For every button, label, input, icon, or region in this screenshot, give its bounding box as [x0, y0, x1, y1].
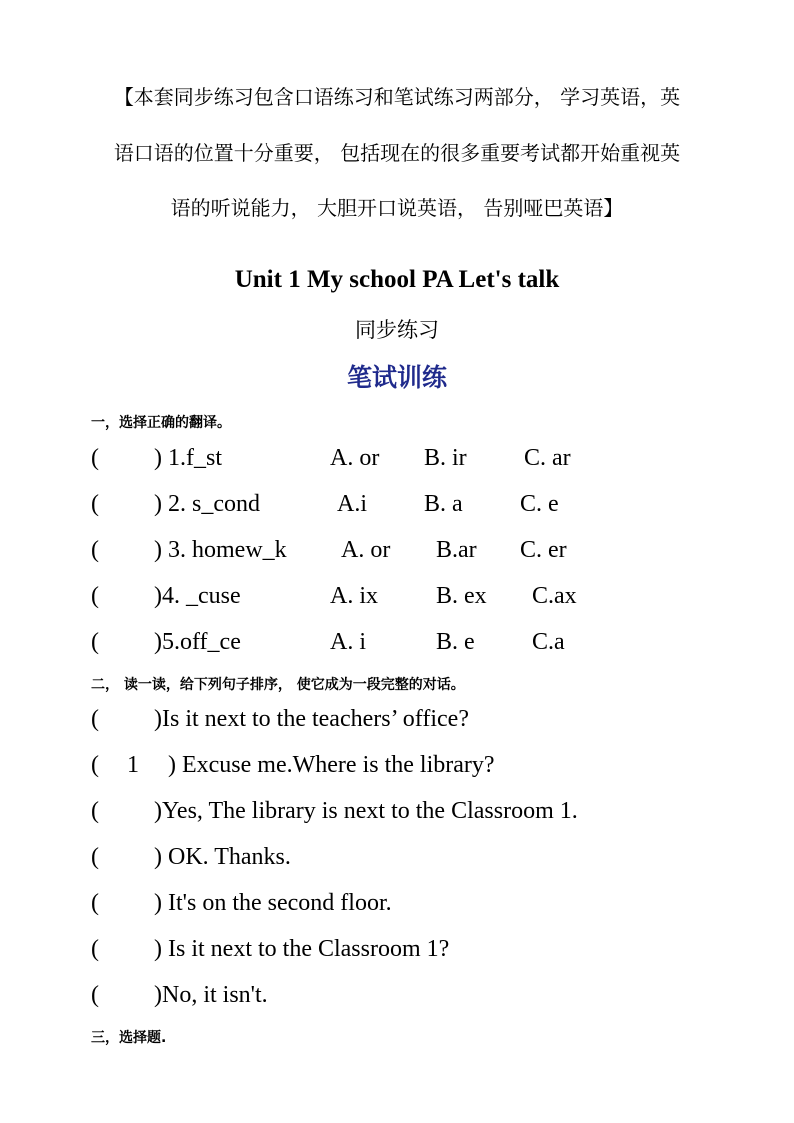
paren-open: (	[91, 752, 99, 778]
dialogue-text: ) It's on the second floor.	[154, 890, 392, 916]
dialogue-row	[0, 934, 794, 964]
option-a: A. or	[330, 445, 380, 471]
option-c: C.a	[532, 629, 565, 655]
page-title: Unit 1 My school PA Let's talk	[234, 266, 560, 293]
dialogue-text: )Yes, The library is next to the Classroom 1.	[154, 798, 578, 824]
dialogue-row	[0, 980, 794, 1010]
dialogue-text: )Is it next to the teachers’ office?	[154, 706, 469, 732]
question-text: ) 2. s_cond	[154, 491, 260, 517]
option-a: A. i	[330, 629, 366, 655]
question-text: )4. _cuse	[154, 583, 241, 609]
dialogue-text: )No, it isn't.	[154, 982, 268, 1008]
option-b: B. a	[424, 491, 463, 517]
option-a: A.i	[337, 491, 367, 517]
written-practice-heading: 笔试训练	[346, 363, 447, 392]
dialogue-row	[0, 842, 794, 872]
page-subtitle: 同步练习	[355, 318, 439, 342]
question-row	[0, 627, 794, 657]
intro-line-3: 语的听说能力， 大胆开口说英语， 告别哑巴英语】	[170, 196, 624, 220]
section-2-heading: 二， 读一读，给下列句子排序， 使它成为一段完整的对话。	[91, 677, 465, 693]
option-b: B. ir	[424, 445, 467, 471]
paren-open: (	[91, 706, 99, 732]
paren-open: (	[91, 629, 99, 655]
option-b: B.ar	[436, 537, 477, 563]
dialogue-row	[0, 750, 794, 780]
question-text: ) 1.f_st	[154, 445, 222, 471]
option-a: A. ix	[330, 583, 378, 609]
question-text: )5.off_ce	[154, 629, 241, 655]
paren-open: (	[91, 798, 99, 824]
option-b: B. ex	[436, 583, 487, 609]
section-1-heading: 一，选择正确的翻译。	[91, 415, 231, 431]
question-row	[0, 443, 794, 473]
option-c: C. e	[520, 491, 559, 517]
paren-open: (	[91, 583, 99, 609]
dialogue-text: ) OK. Thanks.	[154, 844, 291, 870]
question-text: ) 3. homew_k	[154, 537, 287, 563]
paren-open: (	[91, 890, 99, 916]
answer-blank[interactable]: 1	[127, 752, 139, 778]
option-a: A. or	[341, 537, 391, 563]
question-row	[0, 489, 794, 519]
section-3-heading: 三，选择题.	[91, 1030, 167, 1046]
paren-open: (	[91, 844, 99, 870]
option-c: C. ar	[524, 445, 571, 471]
option-c: C.ax	[532, 583, 577, 609]
question-row	[0, 581, 794, 611]
paren-open: (	[91, 982, 99, 1008]
paren-open: (	[91, 537, 99, 563]
dialogue-text: ) Is it next to the Classroom 1?	[154, 936, 450, 962]
paren-open: (	[91, 936, 99, 962]
dialogue-row	[0, 704, 794, 734]
question-row	[0, 535, 794, 565]
intro-line-2: 语口语的位置十分重要， 包括现在的很多重要考试都开始重视英	[113, 141, 681, 165]
dialogue-row	[0, 796, 794, 826]
dialogue-text: ) Excuse me.Where is the library?	[168, 752, 495, 778]
dialogue-row	[0, 888, 794, 918]
option-b: B. e	[436, 629, 475, 655]
paren-open: (	[91, 491, 99, 517]
option-c: C. er	[520, 537, 567, 563]
paren-open: (	[91, 445, 99, 471]
intro-line-1: 【本套同步练习包含口语练习和笔试练习两部分， 学习英语，英	[113, 85, 681, 109]
